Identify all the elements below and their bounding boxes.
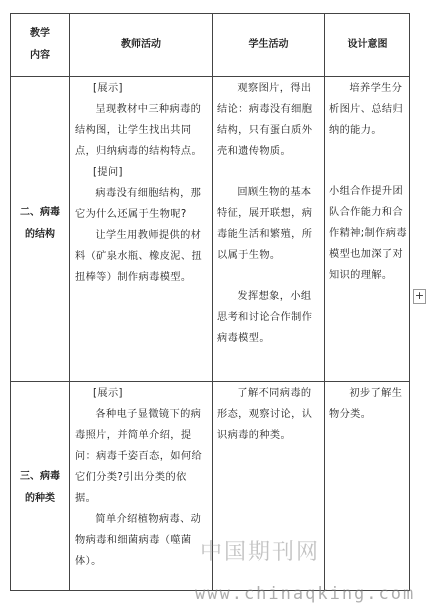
column-divider xyxy=(324,14,325,590)
expand-button[interactable]: + xyxy=(414,289,425,302)
column-divider xyxy=(212,14,213,590)
question-tag: [提问] xyxy=(93,167,123,178)
teacher-paragraph: 各种电子显微镜下的病毒照片，并简单介绍，提问：病毒千姿百态，如何给它们分类?引出分类的依据。 xyxy=(75,409,203,504)
header-content-line1: 教学 xyxy=(30,28,50,39)
teacher-activity-types xyxy=(75,383,207,572)
design-intent-structure xyxy=(329,78,407,286)
column-divider xyxy=(69,14,70,590)
teacher-paragraph: 呈现教材中三种病毒的结构图，让学生找出共同点，归纳病毒的结构特点。 xyxy=(75,104,203,157)
header-content-line2: 内容 xyxy=(30,50,50,61)
design-intent-types xyxy=(329,383,407,425)
row-label-line1: 三、病毒 xyxy=(20,471,60,482)
row-label-line2: 的种类 xyxy=(25,493,55,504)
intent-paragraph: 培养学生分析图片、总结归纳的能力。 xyxy=(329,83,404,136)
student-activity-structure xyxy=(217,78,320,349)
row-label-line2: 的结构 xyxy=(25,229,55,240)
row-label-line1: 二、病毒 xyxy=(20,207,60,218)
student-paragraph: 回顾生物的基本特征，展开联想，病毒能生活和繁殖，所以属于生物。 xyxy=(217,187,313,261)
student-paragraph: 发挥想象，小组思考和讨论合作制作病毒模型。 xyxy=(217,291,313,344)
row-label-types xyxy=(11,466,69,510)
student-paragraph: 了解不同病毒的形态，观察讨论，认识病毒的种类。 xyxy=(217,388,313,441)
intent-paragraph: 初步了解生物分类。 xyxy=(329,388,403,420)
teacher-activity-structure xyxy=(75,78,207,288)
header-intent: 设计意图 xyxy=(347,39,388,50)
watermark-cn: 中国期刊网 xyxy=(200,540,321,565)
row-divider xyxy=(11,381,409,382)
header-content xyxy=(11,14,69,76)
lesson-table xyxy=(10,13,410,591)
student-activity-types xyxy=(217,383,320,446)
student-paragraph: 观察图片，得出结论：病毒没有细胞结构，只有蛋白质外壳和遗传物质。 xyxy=(217,83,313,157)
header-teacher: 教师活动 xyxy=(121,39,161,50)
watermark-url: www.chinaqking.com xyxy=(195,584,416,604)
show-tag: [展示] xyxy=(93,388,123,399)
row-label-structure xyxy=(11,202,69,246)
intent-paragraph: 小组合作提升团队合作能力和合作精神;制作病毒模型也加深了对知识的理解。 xyxy=(329,186,407,281)
row-divider xyxy=(11,76,409,77)
header-student: 学生活动 xyxy=(248,39,289,50)
teacher-paragraph: 让学生用教师提供的材料（矿泉水瓶、橡皮泥、扭扭棒等）制作病毒模型。 xyxy=(75,230,203,283)
teacher-paragraph: 简单介绍植物病毒、动物病毒和细菌病毒（噬菌体）。 xyxy=(75,514,202,567)
teacher-paragraph: 病毒没有细胞结构，那它为什么还属于生物呢? xyxy=(75,188,202,220)
show-tag: [展示] xyxy=(93,83,123,94)
